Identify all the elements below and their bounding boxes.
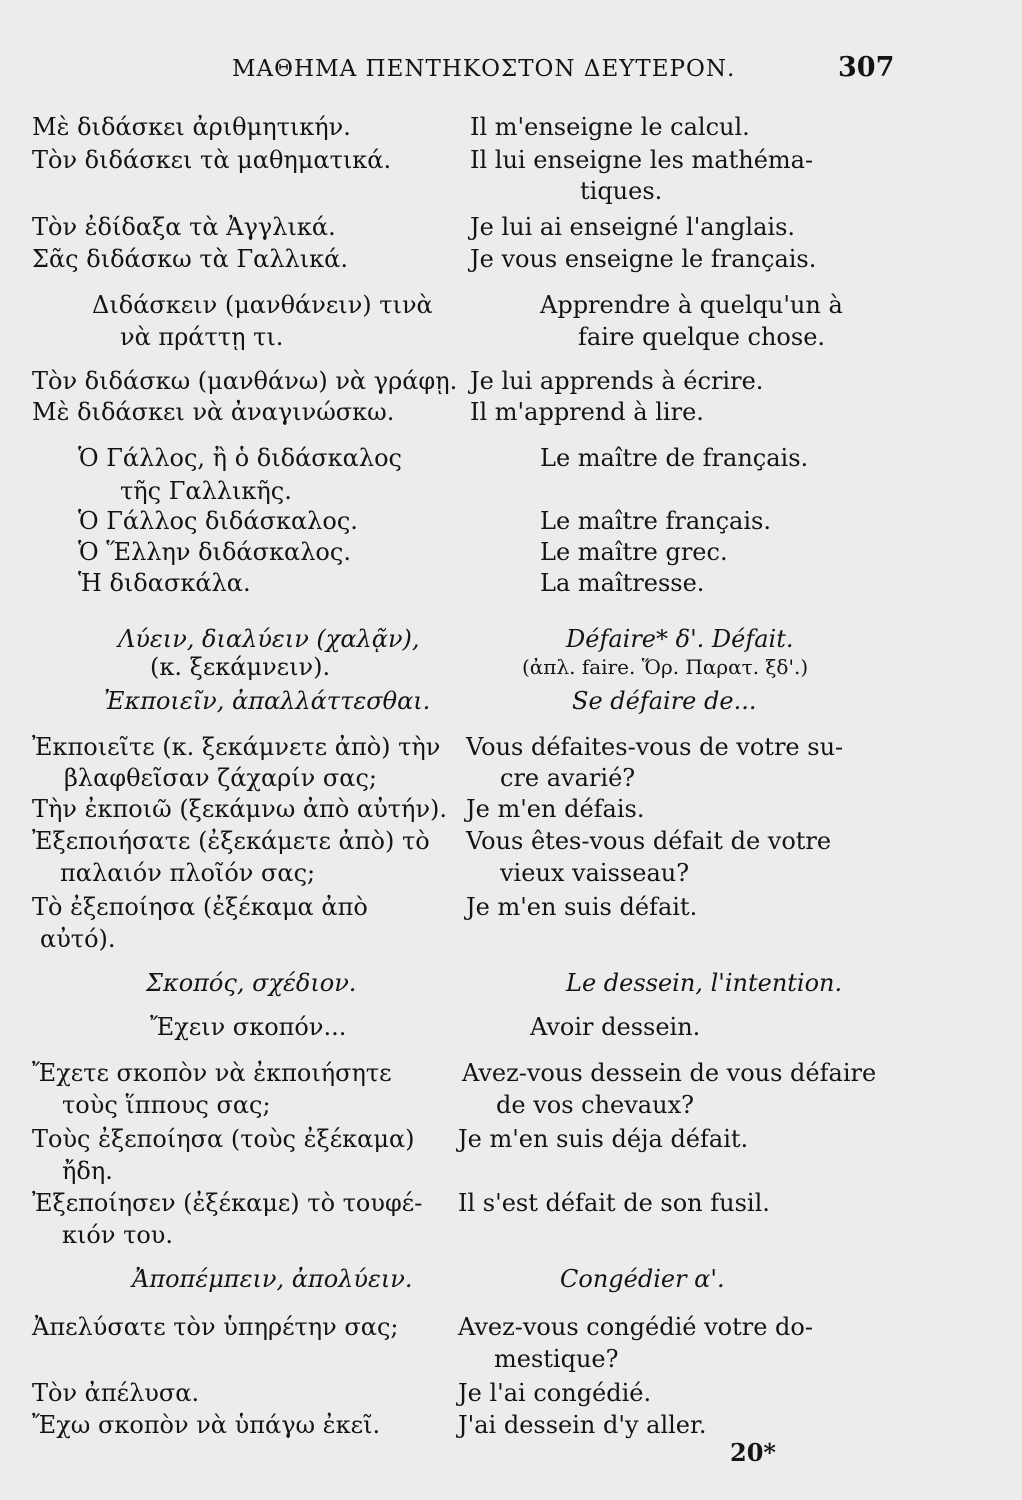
- french-text: Je m'en défais.: [466, 795, 645, 823]
- french-text: Avez-vous dessein de vous défaire: [462, 1059, 877, 1087]
- greek-text: κιόν του.: [62, 1221, 174, 1249]
- greek-text: βλαφθεῖσαν ζάχαρίν σας;: [64, 764, 378, 792]
- french-text: vieux vaisseau?: [500, 859, 690, 887]
- running-header: [0, 52, 1022, 96]
- french-text: Je vous enseigne le français.: [470, 245, 817, 273]
- greek-text: Τὸν διδάσκω (μανθάνω) νὰ γράφῃ.: [32, 367, 458, 395]
- greek-text: τῆς Γαλλικῆς.: [120, 477, 292, 505]
- french-text: Je lui ai enseigné l'anglais.: [470, 213, 796, 241]
- greek-text: αὐτό).: [40, 925, 116, 953]
- french-text: Il lui enseigne les mathéma-: [470, 146, 814, 174]
- greek-text: Διδάσκειν (μανθάνειν) τινὰ: [92, 291, 433, 319]
- french-text: Congédier α'.: [560, 1265, 725, 1293]
- greek-text: Ἐκποιεῖν, ἀπαλλάττεσθαι.: [104, 687, 431, 715]
- greek-text: Τοὺς ἐξεποίησα (τοὺς ἐξέκαμα): [32, 1125, 415, 1153]
- french-text: Je m'en suis défait.: [466, 893, 698, 921]
- french-text: Avez-vous congédié votre do-: [458, 1313, 813, 1341]
- french-text: tiques.: [580, 177, 663, 205]
- french-text: J'ai dessein d'y aller.: [458, 1411, 707, 1439]
- french-text: La maîtresse.: [540, 569, 705, 597]
- greek-text: Ἀποπέμπειν, ἀπολύειν.: [132, 1265, 413, 1293]
- french-text: Vous défaites-vous de votre su-: [466, 733, 844, 761]
- greek-text: Ἐξεποίησεν (ἐξέκαμε) τὸ τουφέ-: [32, 1189, 423, 1217]
- french-text: Je m'en suis déja défait.: [458, 1125, 749, 1153]
- french-text: Le dessein, l'intention.: [566, 969, 843, 997]
- chapter-title: ΜΑΘΗΜΑ ΠΕΝΤΗΚΟΣΤΟΝ ΔΕΥΤΕΡΟΝ.: [232, 56, 736, 82]
- french-text: Il m'enseigne le calcul.: [470, 113, 750, 141]
- greek-text: Ἔχω σκοπὸν νὰ ὑπάγω ἐκεῖ.: [32, 1411, 381, 1439]
- french-text: Je lui apprends à écrire.: [470, 367, 764, 395]
- greek-text: νὰ πράττῃ τι.: [120, 323, 284, 351]
- greek-text: τοὺς ἵππους σας;: [62, 1091, 271, 1119]
- greek-text: Τὸν ἐδίδαξα τὰ Ἀγγλικά.: [32, 213, 336, 241]
- greek-text: (κ. ξεκάμνειν).: [150, 653, 331, 681]
- french-text: mestique?: [494, 1345, 619, 1373]
- french-text: Se défaire de...: [572, 687, 757, 715]
- greek-text: Ἐξεποιήσατε (ἐξεκάμετε ἀπὸ) τὸ: [32, 827, 430, 855]
- greek-text: Ἔχειν σκοπόν...: [150, 1013, 347, 1041]
- greek-text: Ἡ διδασκάλα.: [78, 569, 251, 597]
- greek-text: Ἀπελύσατε τὸν ὑπηρέτην σας;: [32, 1313, 399, 1341]
- french-text: (ἀπλ. faire. Ὅρ. Παρατ. ξδ'.): [522, 655, 809, 679]
- greek-text: Ἐκποιεῖτε (κ. ξεκάμνετε ἀπὸ) τὴν: [32, 733, 441, 761]
- greek-text: ἤδη.: [62, 1157, 113, 1185]
- french-text: Le maître français.: [540, 507, 771, 535]
- greek-text: Τὸν διδάσκει τὰ μαθηματικά.: [32, 146, 392, 174]
- greek-text: Ὁ Γάλλος διδάσκαλος.: [78, 507, 358, 535]
- french-text: Je l'ai congédié.: [458, 1379, 652, 1407]
- french-text: Le maître de français.: [540, 444, 809, 472]
- french-text: cre avarié?: [500, 764, 636, 792]
- french-text: Le maître grec.: [540, 538, 728, 566]
- page-number: 307: [838, 52, 895, 83]
- greek-text: παλαιόν πλοῖόν σας;: [60, 859, 316, 887]
- greek-text: Ἔχετε σκοπὸν νὰ ἐκποιήσητε: [32, 1059, 392, 1087]
- greek-text: Τὸ ἐξεποίησα (ἐξέκαμα ἀπὸ: [32, 893, 368, 921]
- greek-text: Σᾶς διδάσκω τὰ Γαλλικά.: [32, 245, 348, 273]
- french-text: de vos chevaux?: [496, 1091, 694, 1119]
- greek-text: Μὲ διδάσκει ἀριθμητικήν.: [32, 113, 351, 141]
- french-text: Il m'apprend à lire.: [470, 398, 704, 426]
- greek-text: Τὴν ἐκποιῶ (ξεκάμνω ἀπὸ αὐτήν).: [32, 795, 448, 823]
- greek-text: Λύειν, διαλύειν (χαλᾷν),: [118, 625, 420, 653]
- french-text: Vous êtes-vous défait de votre: [466, 827, 832, 855]
- printer-signature-mark: 20*: [730, 1438, 776, 1467]
- french-text: Il s'est défait de son fusil.: [458, 1189, 770, 1217]
- french-text: Avoir dessein.: [530, 1013, 701, 1041]
- french-text: Défaire* δ'. Défait.: [566, 625, 794, 653]
- greek-text: Ὁ Γάλλος, ἢ ὁ διδάσκαλος: [78, 444, 402, 472]
- greek-text: Ὁ Ἕλλην διδάσκαλος.: [78, 538, 351, 566]
- greek-text: Τὸν ἀπέλυσα.: [32, 1379, 200, 1407]
- greek-text: Μὲ διδάσκει νὰ ἀναγινώσκω.: [32, 398, 395, 426]
- greek-text: Σκοπός, σχέδιον.: [146, 969, 357, 997]
- french-text: faire quelque chose.: [578, 323, 826, 351]
- french-text: Apprendre à quelqu'un à: [540, 291, 843, 319]
